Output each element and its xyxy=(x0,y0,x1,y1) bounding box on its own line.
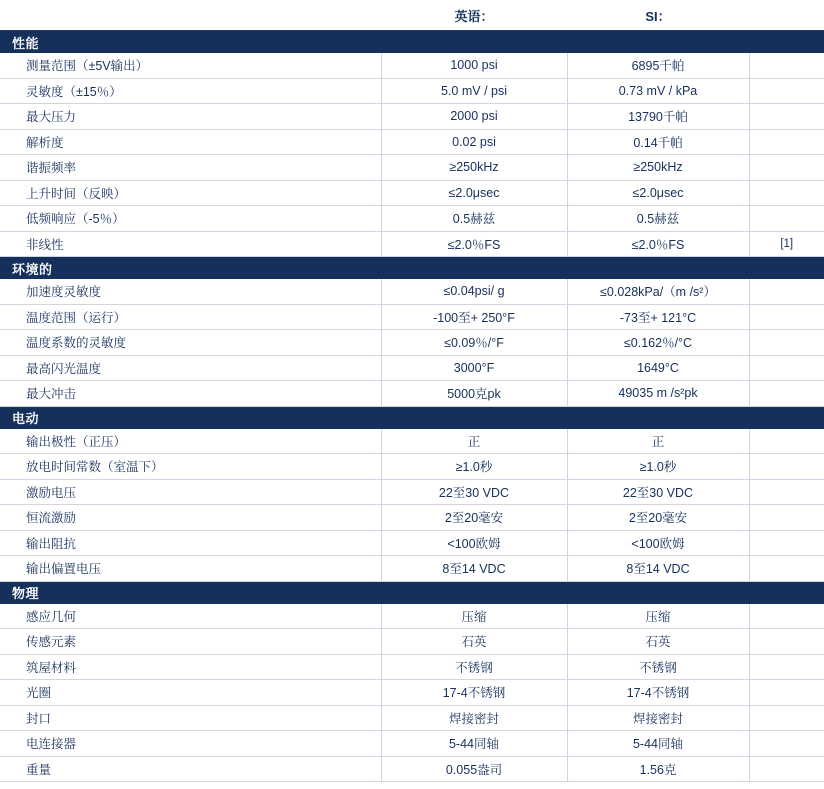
row-label: 激励电压 xyxy=(0,479,381,505)
row-note xyxy=(749,155,824,181)
row-value-english: 0.055盎司 xyxy=(381,756,567,782)
section-title: 电动 xyxy=(0,406,824,429)
row-value-si: <100欧姆 xyxy=(567,530,749,556)
table-row xyxy=(0,680,824,706)
row-value-si: 石英 xyxy=(567,629,749,655)
row-value-si: 22至30 VDC xyxy=(567,479,749,505)
header-si-column: SI： xyxy=(567,0,749,31)
row-label: 封口 xyxy=(0,705,381,731)
row-note xyxy=(749,604,824,629)
table-row xyxy=(0,231,824,257)
row-value-si: 0.14千帕 xyxy=(567,129,749,155)
row-value-si: 5-44同轴 xyxy=(567,731,749,757)
row-note xyxy=(749,53,824,78)
row-value-si: ≥250kHz xyxy=(567,155,749,181)
row-value-english: 2000 psi xyxy=(381,104,567,130)
table-row xyxy=(0,604,824,629)
row-value-english: 0.5赫兹 xyxy=(381,206,567,232)
row-label: 温度系数的灵敏度 xyxy=(0,330,381,356)
row-value-english: 正 xyxy=(381,429,567,454)
table-row xyxy=(0,155,824,181)
row-note xyxy=(749,505,824,531)
row-label: 输出极性（正压） xyxy=(0,429,381,454)
table-row xyxy=(0,104,824,130)
row-label: 温度范围（运行） xyxy=(0,304,381,330)
header-english-column: 英语： xyxy=(381,0,567,31)
row-label: 解析度 xyxy=(0,129,381,155)
row-label: 谐振频率 xyxy=(0,155,381,181)
row-value-english: 压缩 xyxy=(381,604,567,629)
section-header-row xyxy=(0,406,824,429)
header-note-column xyxy=(749,0,824,31)
row-value-english: 不锈钢 xyxy=(381,654,567,680)
row-value-si: ≤2.0％FS xyxy=(567,231,749,257)
table-row xyxy=(0,454,824,480)
table-row xyxy=(0,505,824,531)
row-note xyxy=(749,304,824,330)
row-label: 最大冲击 xyxy=(0,381,381,407)
row-value-english: 5000克pk xyxy=(381,381,567,407)
row-value-english: 1000 psi xyxy=(381,53,567,78)
row-value-si: 13790千帕 xyxy=(567,104,749,130)
row-note xyxy=(749,479,824,505)
row-value-english: ≤0.09％/°F xyxy=(381,330,567,356)
row-note xyxy=(749,330,824,356)
header-label-column xyxy=(0,0,381,31)
row-note xyxy=(749,756,824,782)
row-value-si: 17-4不锈钢 xyxy=(567,680,749,706)
row-label: 加速度灵敏度 xyxy=(0,279,381,304)
row-value-english: <100欧姆 xyxy=(381,530,567,556)
row-value-si: 正 xyxy=(567,429,749,454)
row-label: 重量 xyxy=(0,756,381,782)
row-note xyxy=(749,654,824,680)
table-row xyxy=(0,78,824,104)
row-value-english: 5-44同轴 xyxy=(381,731,567,757)
row-label: 低频响应（-5％） xyxy=(0,206,381,232)
table-row xyxy=(0,731,824,757)
row-value-si: 0.73 mV / kPa xyxy=(567,78,749,104)
row-value-si: 2至20毫安 xyxy=(567,505,749,531)
row-value-english: 石英 xyxy=(381,629,567,655)
row-value-english: 5.0 mV / psi xyxy=(381,78,567,104)
section-title: 物理 xyxy=(0,581,824,604)
row-value-si: -73至+ 121°C xyxy=(567,304,749,330)
row-value-english: 22至30 VDC xyxy=(381,479,567,505)
row-value-si: 1649°C xyxy=(567,355,749,381)
row-note xyxy=(749,78,824,104)
table-row xyxy=(0,330,824,356)
row-label: 上升时间（反映） xyxy=(0,180,381,206)
table-row xyxy=(0,705,824,731)
row-label: 感应几何 xyxy=(0,604,381,629)
row-value-si: 不锈钢 xyxy=(567,654,749,680)
row-label: 筑屋材料 xyxy=(0,654,381,680)
table-row xyxy=(0,129,824,155)
row-value-english: 焊接密封 xyxy=(381,705,567,731)
row-value-english: 3000°F xyxy=(381,355,567,381)
row-note xyxy=(749,129,824,155)
table-row xyxy=(0,654,824,680)
row-note xyxy=(749,429,824,454)
row-note xyxy=(749,530,824,556)
row-label: 输出阻抗 xyxy=(0,530,381,556)
row-label: 输出偏置电压 xyxy=(0,556,381,582)
row-value-si: 焊接密封 xyxy=(567,705,749,731)
row-value-english: 17-4不锈钢 xyxy=(381,680,567,706)
table-row xyxy=(0,304,824,330)
table-row xyxy=(0,756,824,782)
row-label: 最大压力 xyxy=(0,104,381,130)
row-note xyxy=(749,454,824,480)
row-note xyxy=(749,629,824,655)
row-value-si: 0.5赫兹 xyxy=(567,206,749,232)
row-value-si: 6895千帕 xyxy=(567,53,749,78)
table-header-row xyxy=(0,0,824,31)
section-header-row xyxy=(0,581,824,604)
row-note xyxy=(749,279,824,304)
section-title: 环境的 xyxy=(0,257,824,280)
row-note xyxy=(749,680,824,706)
table-row xyxy=(0,180,824,206)
row-value-si: ≤0.162％/°C xyxy=(567,330,749,356)
row-label: 光圈 xyxy=(0,680,381,706)
row-value-si: 49035 m /s²pk xyxy=(567,381,749,407)
row-label: 最高闪光温度 xyxy=(0,355,381,381)
table-row xyxy=(0,479,824,505)
row-label: 恒流激励 xyxy=(0,505,381,531)
row-note: [1] xyxy=(749,231,824,257)
table-row xyxy=(0,556,824,582)
table-row xyxy=(0,206,824,232)
row-value-si: 压缩 xyxy=(567,604,749,629)
row-value-english: 0.02 psi xyxy=(381,129,567,155)
row-label: 电连接器 xyxy=(0,731,381,757)
row-value-si: 1.56克 xyxy=(567,756,749,782)
row-value-si: ≥1.0秒 xyxy=(567,454,749,480)
row-value-si: 8至14 VDC xyxy=(567,556,749,582)
row-note xyxy=(749,355,824,381)
row-value-english: 2至20毫安 xyxy=(381,505,567,531)
row-label: 放电时间常数（室温下） xyxy=(0,454,381,480)
row-label: 传感元素 xyxy=(0,629,381,655)
row-label: 非线性 xyxy=(0,231,381,257)
table-row xyxy=(0,355,824,381)
row-note xyxy=(749,381,824,407)
row-label: 灵敏度（±15％） xyxy=(0,78,381,104)
table-row xyxy=(0,381,824,407)
row-note xyxy=(749,556,824,582)
table-row xyxy=(0,530,824,556)
row-value-english: ≥1.0秒 xyxy=(381,454,567,480)
section-header-row xyxy=(0,31,824,54)
section-header-row xyxy=(0,257,824,280)
row-note xyxy=(749,206,824,232)
row-value-english: ≥250kHz xyxy=(381,155,567,181)
table-row xyxy=(0,629,824,655)
section-title: 性能 xyxy=(0,31,824,54)
row-note xyxy=(749,705,824,731)
row-label: 测量范围（±5V输出） xyxy=(0,53,381,78)
row-value-english: ≤2.0％FS xyxy=(381,231,567,257)
row-value-english: -100至+ 250°F xyxy=(381,304,567,330)
row-value-english: ≤2.0μsec xyxy=(381,180,567,206)
row-value-si: ≤2.0μsec xyxy=(567,180,749,206)
row-value-si: ≤0.028kPa/（m /s²） xyxy=(567,279,749,304)
table-row xyxy=(0,53,824,78)
row-value-english: 8至14 VDC xyxy=(381,556,567,582)
row-note xyxy=(749,104,824,130)
table-row xyxy=(0,429,824,454)
row-note xyxy=(749,731,824,757)
row-value-english: ≤0.04psi/ g xyxy=(381,279,567,304)
row-note xyxy=(749,180,824,206)
table-row xyxy=(0,279,824,304)
